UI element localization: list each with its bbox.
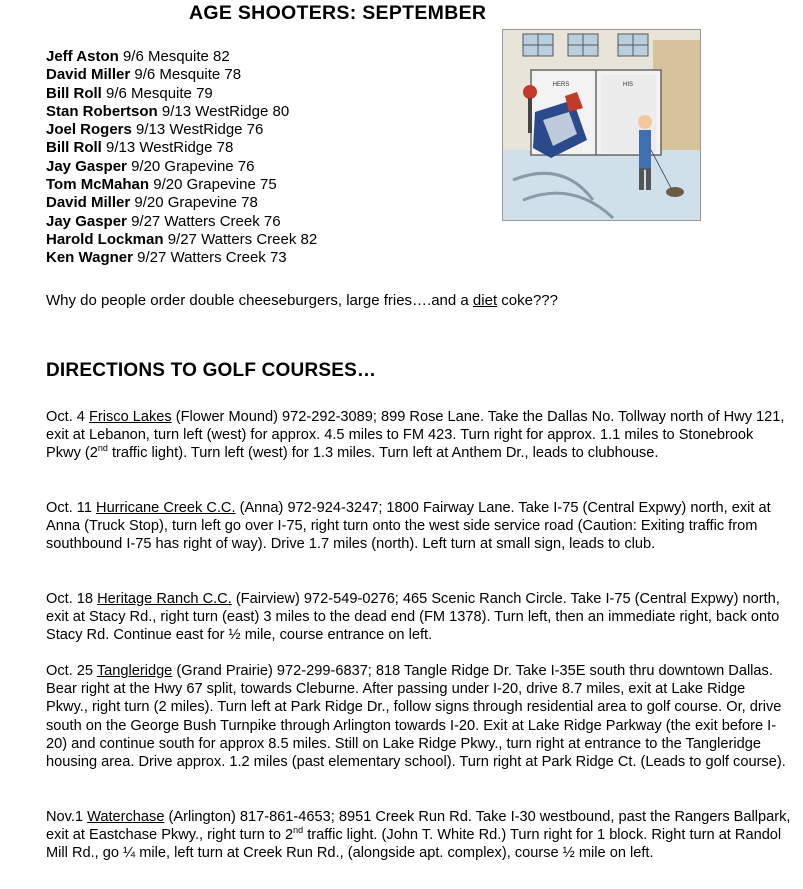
direction-date: Oct. 25 xyxy=(46,663,97,679)
direction-entry xyxy=(46,808,791,863)
list-item xyxy=(46,121,317,139)
list-item xyxy=(46,213,317,231)
direction-text-cont: traffic light). Turn left (west) for 1.3 miles. Turn left at Anthem Dr., leads to clubhouse. xyxy=(107,445,659,462)
shooter-detail: 9/6 Mesquite 82 xyxy=(122,48,230,65)
shooter-name: David Miller xyxy=(46,194,131,212)
direction-entry xyxy=(46,662,791,771)
shooter-name: Joel Rogers xyxy=(46,121,132,139)
joke-text-end: coke??? xyxy=(497,292,558,309)
shooter-name: David Miller xyxy=(46,66,131,84)
direction-entry xyxy=(46,499,791,554)
hers-sign: HERS xyxy=(552,82,570,88)
course-name: Frisco Lakes xyxy=(88,409,172,425)
shooter-detail: 9/27 Watters Creek 76 xyxy=(131,212,281,230)
list-item xyxy=(46,66,317,84)
list-item xyxy=(46,194,317,212)
shooter-detail: 9/6 Mesquite 78 xyxy=(134,66,242,84)
shooter-name: Bill Roll xyxy=(46,84,102,102)
superscript: nd xyxy=(97,443,108,454)
direction-text-cont: traffic light. (John T. White Rd.) Turn right for 1 block. Right turn at Randol Mill Rd., go ¼ mile, left turn at Creek Run Rd., (alongside apt. complex), course ½ mile on left. xyxy=(46,827,782,862)
direction-text: (Arlington) 817-861-4653; 8951 Creek Run Rd. Take I-30 westbound, past the Rangers Ballpark, exit at Eastchase Pkwy., right turn to 2 xyxy=(46,809,791,844)
joke-text-start: Why do people order double cheeseburgers, large fries….and a xyxy=(46,292,473,309)
list-item xyxy=(46,139,317,157)
course-name: Tangleridge xyxy=(96,663,173,679)
shooter-detail: 9/20 Grapevine 76 xyxy=(131,157,255,175)
shooter-name: Bill Roll xyxy=(46,139,102,157)
shooter-detail: 9/6 Mesquite 79 xyxy=(106,84,213,102)
list-item xyxy=(46,158,317,176)
list-item xyxy=(46,176,317,194)
shooter-detail: 9/27 Watters Creek 73 xyxy=(137,249,287,267)
shooter-name: Ken Wagner xyxy=(46,249,133,267)
garage-crash-cartoon xyxy=(502,29,701,221)
shooter-name: Stan Robertson xyxy=(46,102,158,120)
direction-date: Nov.1 xyxy=(46,809,88,825)
shooter-name: Harold Lockman xyxy=(46,230,164,248)
shooter-detail: 9/20 Grapevine 75 xyxy=(153,176,277,194)
direction-date: Oct. 18 xyxy=(46,591,98,607)
direction-date: Oct. 11 xyxy=(46,500,97,516)
direction-entry xyxy=(46,590,791,645)
shooter-detail: 9/27 Watters Creek 82 xyxy=(167,230,318,248)
shooter-name: Jeff Aston xyxy=(46,48,119,65)
direction-entry xyxy=(46,408,791,463)
direction-text: (Fairview) 972-549-0276; 465 Scenic Ranch Circle. Take I-75 (Central Expwy) north, exit at Stacy Rd., right turn (east) 3 miles to the dead end (FM 1378). Turn left, then an immediate right, back onto Stacy Rd. Continue east for ½ mile, course entrance on left. xyxy=(46,591,780,644)
shooter-detail: 9/13 WestRidge 78 xyxy=(106,139,234,157)
direction-date: Oct. 4 xyxy=(46,409,89,425)
directions-heading: DIRECTIONS TO GOLF COURSES… xyxy=(46,360,377,381)
age-shooters-list xyxy=(46,48,317,268)
list-item xyxy=(46,231,317,249)
shooter-detail: 9/13 WestRidge 80 xyxy=(161,102,290,120)
course-name: Hurricane Creek C.C. xyxy=(96,500,236,516)
shooter-name: Jay Gasper xyxy=(46,157,127,175)
shooter-name: Jay Gasper xyxy=(46,212,127,230)
course-name: Heritage Ranch C.C. xyxy=(97,591,232,607)
direction-text: (Flower Mound) 972-292-3089; 899 Rose Lane. Take the Dallas No. Tollway north of Hwy 121, exit at Lebanon, turn left (west) for approx. 4.5 miles to FM 423. Turn right for approx. 1.1 miles to Stonebrook Pkwy (2 xyxy=(46,409,785,462)
list-item xyxy=(46,103,317,121)
page-title: AGE SHOOTERS: SEPTEMBER xyxy=(189,2,487,24)
shooter-detail: 9/13 WestRidge 76 xyxy=(136,121,264,139)
direction-text: (Anna) 972-924-3247; 1800 Fairway Lane. Take I-75 (Central Expwy) north, exit at Anna (Truck Stop), turn left go over I-75, right turn onto the west side service road (Caution: Exiting traffic from southbound I-75 has right of way). Drive 1.7 miles (north). Left turn at small sign, leads to club. xyxy=(46,500,771,553)
joke-line xyxy=(46,292,558,309)
his-sign: HIS xyxy=(622,82,634,88)
superscript: nd xyxy=(293,825,304,836)
course-name: Waterchase xyxy=(87,809,165,825)
shooter-detail: 9/20 Grapevine 78 xyxy=(134,194,258,212)
list-item xyxy=(46,48,317,66)
shooter-name: Tom McMahan xyxy=(46,176,150,194)
direction-text: (Grand Prairie) 972-299-6837; 818 Tangle Ridge Dr. Take I-35E south thru downtown Dallas. Bear right at the Hwy 67 split, towards Cleburne. After passing under I-20, drive 8.7 miles, exit at Lake Ridge Pkwy., right turn (2 miles). Turn left at Park Ridge Dr., follow signs through residential area to golf course. Or, drive south on the George Bush Turnpike through Arlington towards I-20. Exit at Lake Ridge Parkway (the exit before I-20) and continue south for approx 8.5 miles. Still on Lake Ridge Pkwy., turn right at entrance to the Tangleridge housing area. Drive approx. 1.2 miles (past elementary school). Turn right at Park Ridge Ct. (Leads to golf course). xyxy=(46,663,786,771)
list-item xyxy=(46,85,317,103)
list-item xyxy=(46,249,317,267)
joke-underlined-word: diet xyxy=(472,292,498,309)
